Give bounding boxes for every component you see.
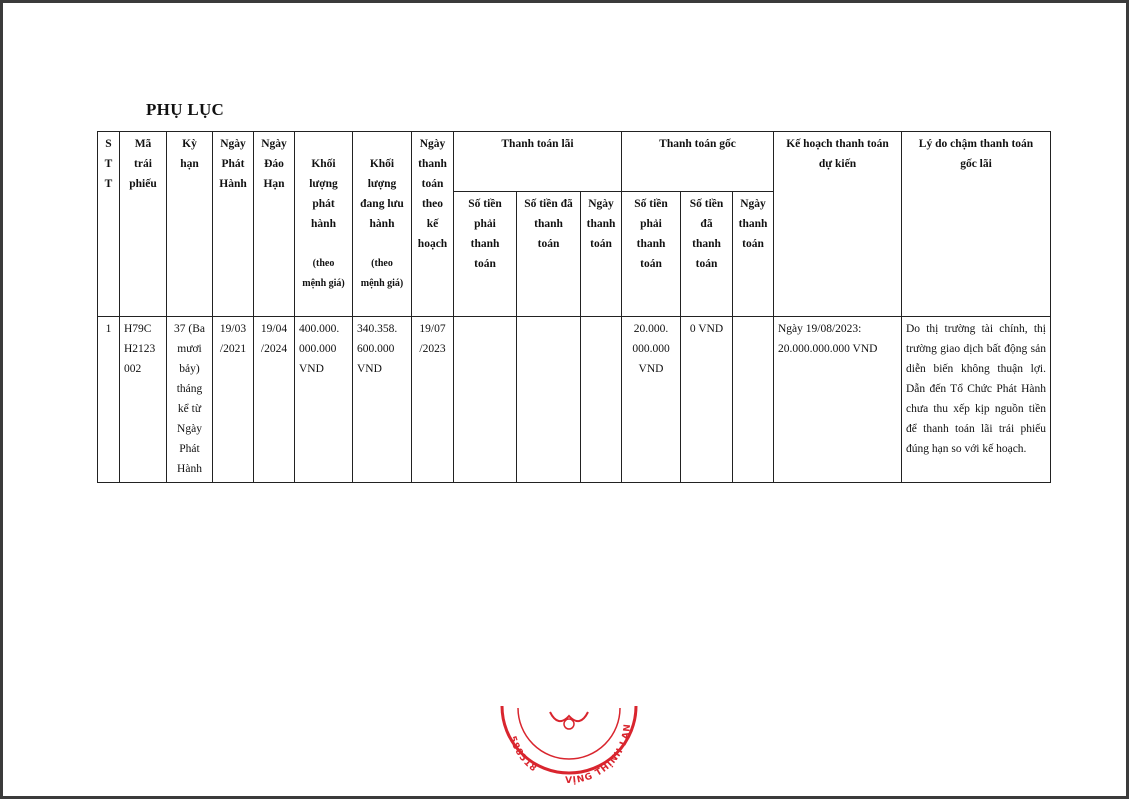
header-issued-volume-note: (theo mệnh giá) (302, 258, 345, 289)
seal-number: 588518 (506, 734, 539, 775)
page-title: PHỤ LỤC (146, 100, 225, 119)
header-issued-volume-label: Khối lượng phát hành (309, 158, 338, 230)
header-principal-payment: Thanh toán gốc (622, 132, 774, 192)
header-principal-amount-due: Số tiền phải thanh toán (622, 192, 681, 317)
header-stt: S T T (98, 132, 120, 317)
cell-expected-plan: Ngày 19/08/2023: 20.000.000.000 VND (774, 317, 902, 483)
header-interest-pay-date: Ngày thanh toán (581, 192, 622, 317)
cell-principal-pay-date (733, 317, 774, 483)
header-issue-date: Ngày Phát Hành (213, 132, 254, 317)
header-outstanding-volume (353, 132, 412, 317)
seal-graphic (498, 702, 640, 796)
header-outstanding-volume-note: (theo mệnh giá) (360, 258, 404, 289)
cell-interest-pay-date (581, 317, 622, 483)
header-principal-pay-date: Ngày thanh toán (733, 192, 774, 317)
svg-text:588518 (507, 735, 539, 775)
header-outstanding-volume-label: Khối lượng đang lưu hành (360, 158, 404, 230)
cell-delay-reason: Do thị trường tài chính, thị trường giao dịch bất động sản diễn biến không thuận lợi. Dẫn đến Tổ Chức Phát Hành chưa thu xếp kịp nguồn tiền để thanh toán lãi trái phiếu đúng hạn so với kế hoạch. (902, 317, 1051, 483)
cell-term: 37 (Ba mươi bảy) tháng kể từ Ngày Phát Hành (167, 317, 213, 483)
header-issued-volume (295, 132, 353, 317)
cell-stt: 1 (98, 317, 120, 483)
header-interest-payment: Thanh toán lãi (454, 132, 622, 192)
header-planned-payment-date: Ngày thanh toán theo kế hoạch (412, 132, 454, 317)
header-bond-code: Mã trái phiếu (120, 132, 167, 317)
header-principal-amount-paid: Số tiền đã thanh toán (681, 192, 733, 317)
cell-maturity-date: 19/04 /2024 (254, 317, 295, 483)
header-interest-amount-due: Số tiền phải thanh toán (454, 192, 517, 317)
cell-issue-date: 19/03 /2021 (213, 317, 254, 483)
header-term: Kỳ hạn (167, 132, 213, 317)
cell-interest-amount-due (454, 317, 517, 483)
cell-principal-amount-due: 20.000. 000.000 VND (622, 317, 681, 483)
header-maturity-date: Ngày Đáo Hạn (254, 132, 295, 317)
cell-outstanding-volume: 340.358. 600.000 VND (353, 317, 412, 483)
table-row (98, 317, 1051, 483)
cell-interest-amount-paid (517, 317, 581, 483)
seal-text: VỊNG THỊNH LAN (565, 722, 634, 786)
cell-issued-volume: 400.000. 000.000 VND (295, 317, 353, 483)
cell-planned-payment-date: 19/07 /2023 (412, 317, 454, 483)
header-expected-plan: Kế hoạch thanh toán dự kiến (774, 132, 902, 317)
cell-principal-amount-paid: 0 VND (681, 317, 733, 483)
header-delay-reason: Lý do chậm thanh toán gốc lãi (902, 132, 1051, 317)
company-seal (498, 702, 640, 801)
appendix-table (97, 131, 1051, 483)
cell-bond-code: H79C H2123 002 (120, 317, 167, 483)
header-interest-amount-paid: Số tiền đã thanh toán (517, 192, 581, 317)
